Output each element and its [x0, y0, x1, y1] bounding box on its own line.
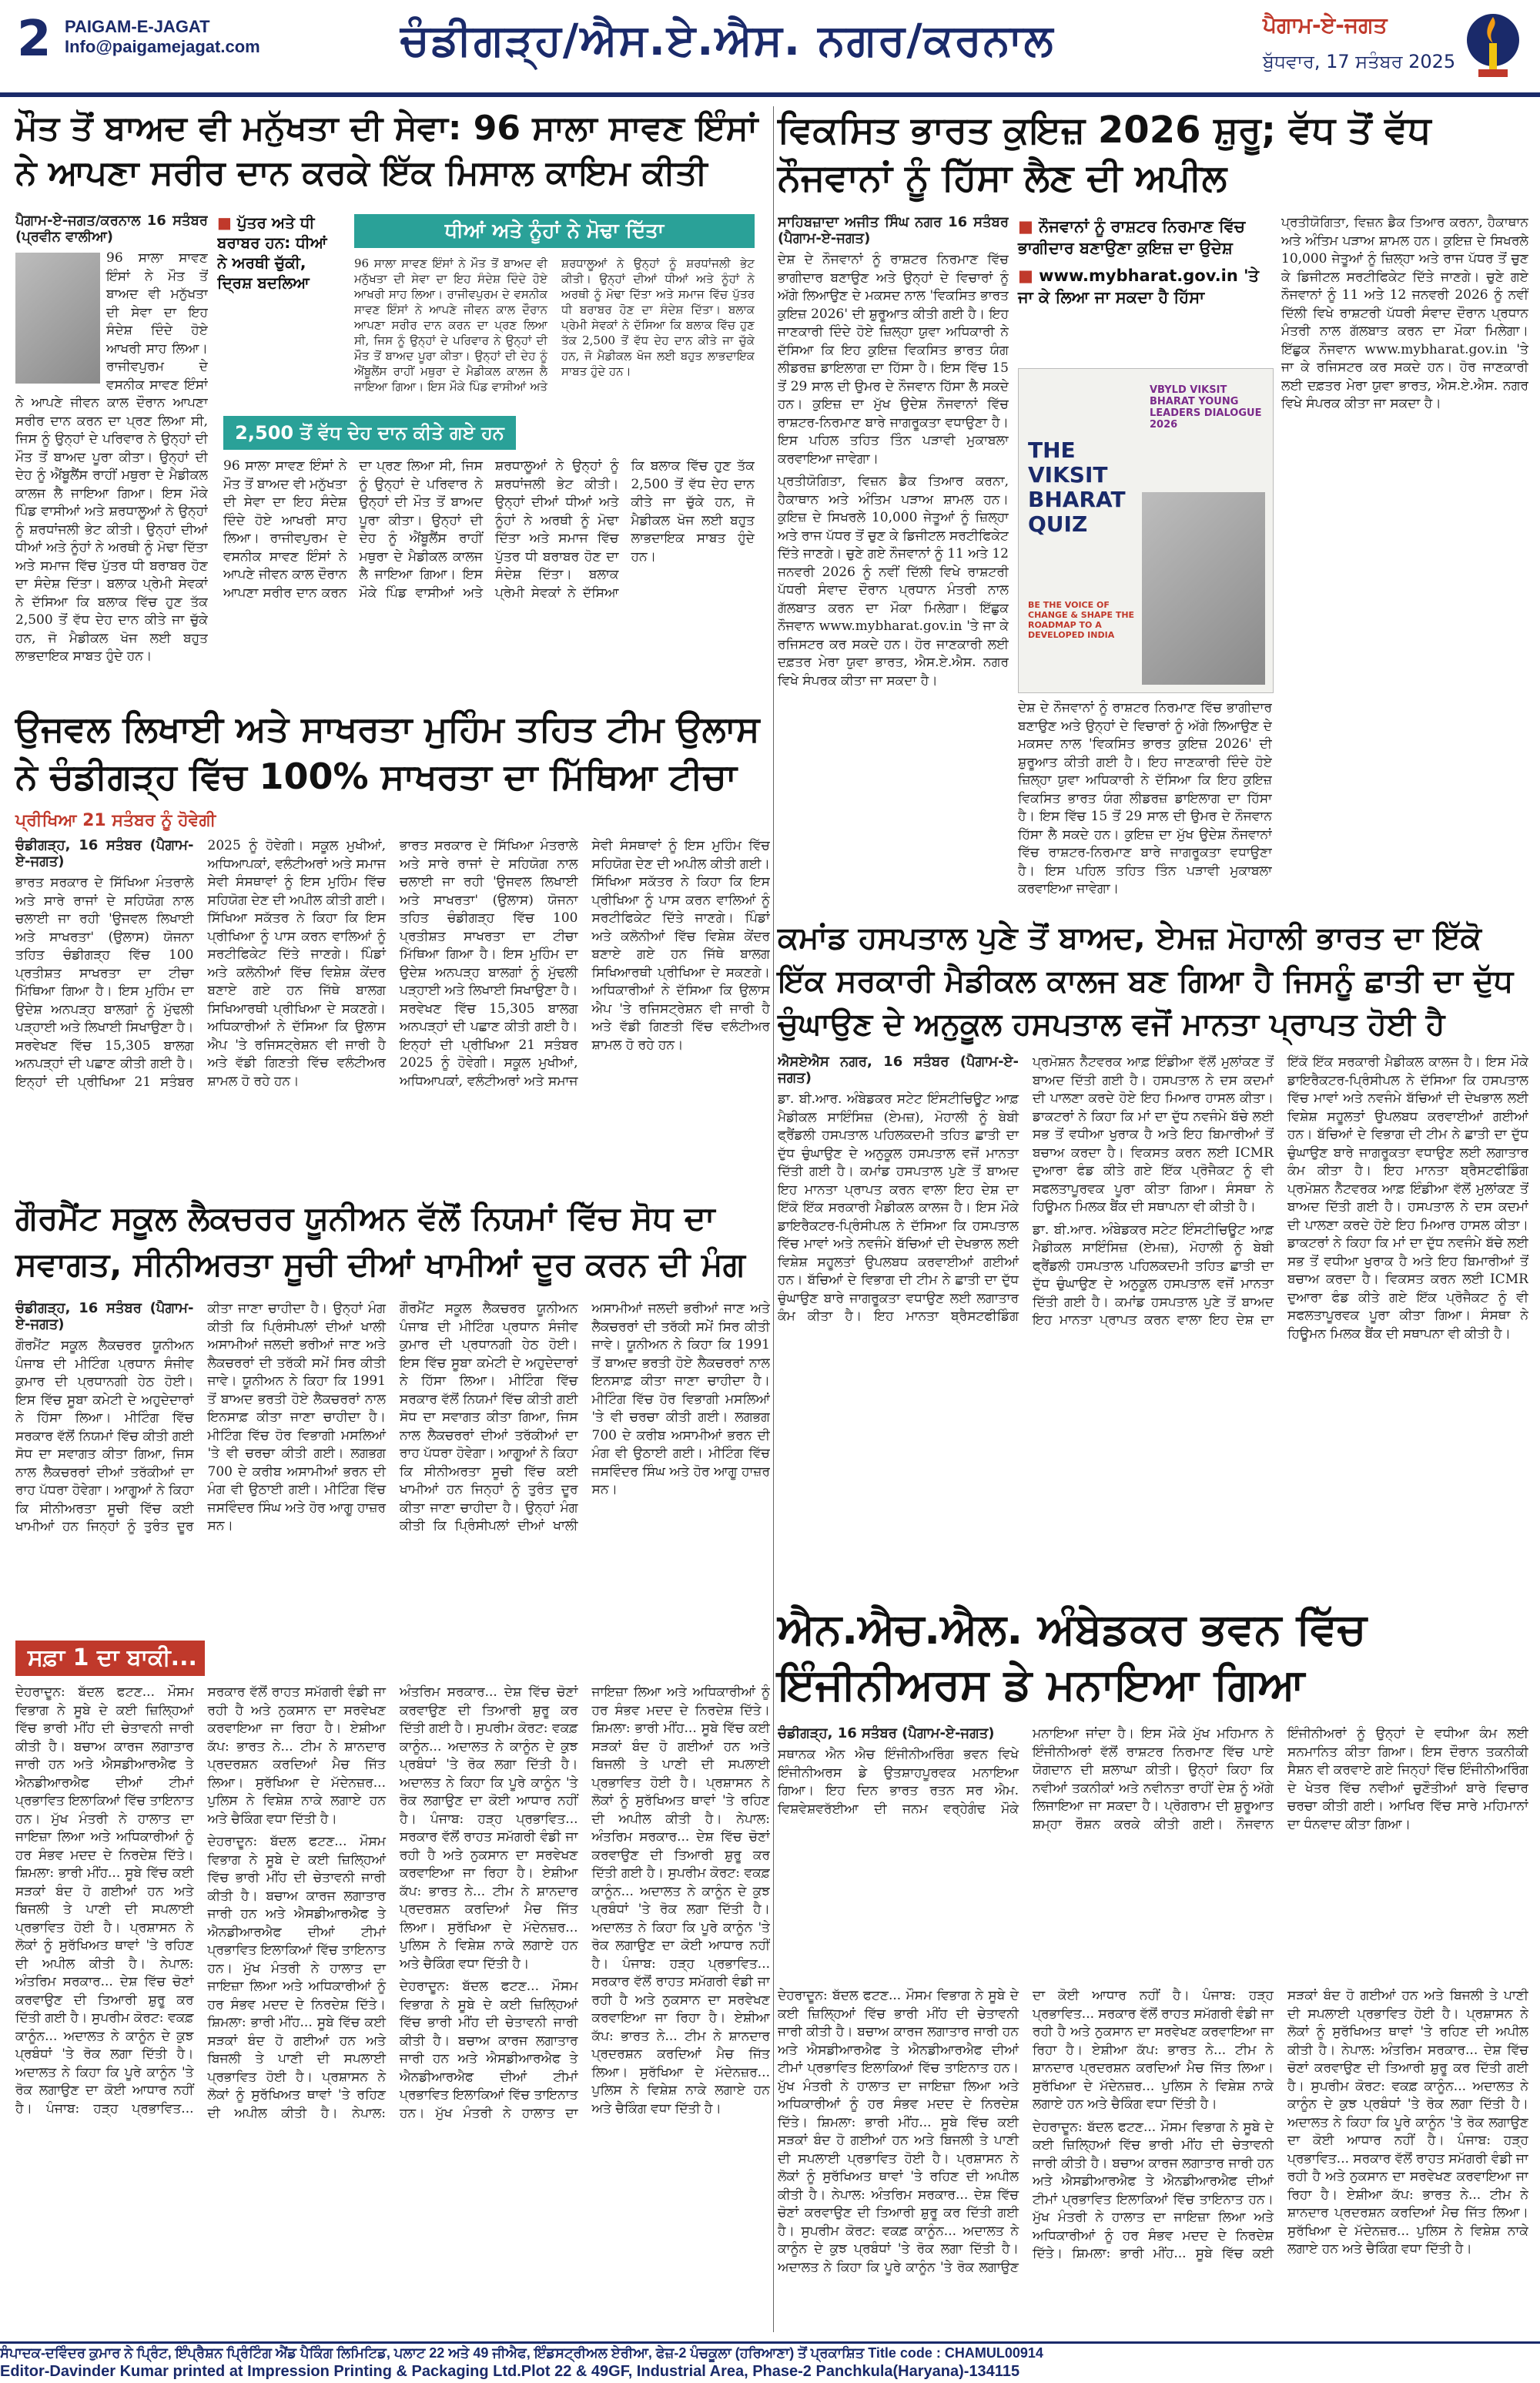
story-paragraph-3: 96 ਸਾਲਾ ਸਾਵਣ ਇੰਸਾਂ ਨੇ ਮੌਤ ਤੋਂ ਬਾਅਦ ਵੀ ਮਨੁੱਖਤਾ ਦੀ ਸੇਵਾ ਦਾ ਇਹ ਸੰਦੇਸ਼ ਦਿੰਦੇ ਹੋਏ ਆਖਰੀ ਸਾਹ ਲਿਆ। ਰਾਜੀਵਪੁਰਮ ਦੇ ਵਸਨੀਕ ਸਾਵਣ ਇੰਸਾਂ ਨੇ ਆਪਣੇ ਜੀਵਨ ਕਾਲ ਦੌਰਾਨ ਆਪਣਾ ਸਰੀਰ ਦਾਨ ਕਰਨ ਦਾ ਪ੍ਰਣ ਲਿਆ ਸੀ, ਜਿਸ ਨੂੰ ਉਨ੍ਹਾਂ ਦੇ ਪਰਿਵਾਰ ਨੇ ਉਨ੍ਹਾਂ ਦੀ ਮੌਤ ਤੋਂ ਬਾਅਦ ਪੂਰਾ ਕੀਤਾ। ਉਨ੍ਹਾਂ ਦੀ ਦੇਹ ਨੂੰ ਐਂਬੂਲੈਂਸ ਰਾਹੀਂ ਮਥੁਰਾ ਦੇ ਮੈਡੀਕਲ ਕਾਲਜ ਲੈ ਜਾਇਆ ਗਿਆ। ਇਸ ਮੌਕੇ ਪਿੰਡ ਵਾਸੀਆਂ ਅਤੇ ਸ਼ਰਧਾਲੂਆਂ ਨੇ ਉਨ੍ਹਾਂ ਨੂੰ ਸ਼ਰਧਾਂਜਲੀ ਭੇਟ ਕੀਤੀ। ਉਨ੍ਹਾਂ ਦੀਆਂ ਧੀਆਂ ਅਤੇ ਨੂੰਹਾਂ ਨੇ ਅਰਥੀ ਨੂੰ ਮੋਢਾ ਦਿੱਤਾ ਅਤੇ ਸਮਾਜ ਵਿੱਚ ਪੁੱਤਰ ਧੀ ਬਰਾਬਰ ਹੋਣ ਦਾ ਸੰਦੇਸ਼ ਦਿੱਤਾ। ਬਲਾਕ ਪ੍ਰੇਮੀ ਸੇਵਕਾਂ ਨੇ ਦੱਸਿਆ ਕਿ ਬਲਾਕ ਵਿੱਚ ਹੁਣ ਤੱਕ 2,500 ਤੋਂ ਵੱਧ ਦੇਹ ਦਾਨ ਕੀਤੇ ਜਾ ਚੁੱਕੇ ਹਨ, ਜੋ ਮੈਡੀਕਲ ਖੋਜ ਲਈ ਬਹੁਤ ਲਾਭਦਾਇਕ ਸਾਬਤ ਹੁੰਦੇ ਹਨ। [223, 458, 755, 601]
story-headline: ਮੌਤ ਤੋਂ ਬਾਅਦ ਵੀ ਮਨੁੱਖਤਾ ਦੀ ਸੇਵਾ: 96 ਸਾਲਾ ਸਾਵਣ ਇੰਸਾਂ ਨੇ ਆਪਣਾ ਸਰੀਰ ਦਾਨ ਕਰਕੇ ਇੱਕ ਮਿਸਾਲ ਕਾਇਮ ਕੀਤੀ [15, 109, 758, 193]
story-paragraph-right: ਪ੍ਰਤੀਯੋਗਿਤਾ, ਵਿਜ਼ਨ ਡੈਕ ਤਿਆਰ ਕਰਨਾ, ਹੈਕਾਥਾਨ ਅਤੇ ਅੰਤਿਮ ਪੜਾਅ ਸ਼ਾਮਲ ਹਨ। ਕੁਇਜ਼ ਦੇ ਸਿਖਰਲੇ 10,000 ਜੇਤੂਆਂ ਨੂੰ ਜ਼ਿਲ੍ਹਾ ਅਤੇ ਰਾਜ ਪੱਧਰ ਤੋਂ ਚੁਣ ਕੇ ਡਿਜੀਟਲ ਸਰਟੀਫਿਕੇਟ ਦਿੱਤੇ ਜਾਣਗੇ। ਚੁਣੇ ਗਏ ਨੌਜਵਾਨਾਂ ਨੂੰ 11 ਅਤੇ 12 ਜਨਵਰੀ 2026 ਨੂੰ ਨਵੀਂ ਦਿੱਲੀ ਵਿਖੇ ਰਾਸ਼ਟਰੀ ਪੱਧਰੀ ਸੰਵਾਦ ਦੌਰਾਨ ਪ੍ਰਧਾਨ ਮੰਤਰੀ ਨਾਲ ਗੱਲਬਾਤ ਕਰਨ ਦਾ ਮੌਕਾ ਮਿਲੇਗਾ। ਇੱਛੁਕ ਨੌਜਵਾਨ www.mybharat.gov.in 'ਤੇ ਜਾ ਕੇ ਰਜਿਸਟਰ ਕਰ ਸਕਦੇ ਹਨ। ਹੋਰ ਜਾਣਕਾਰੀ ਲਈ ਦਫ਼ਤਰ ਮੇਰਾ ਯੁਵਾ ਭਾਰਤ, ਐਸ.ਏ.ਐਸ. ਨਗਰ ਵਿਖੇ ਸੰਪਰਕ ਕੀਤਾ ਜਾ ਸਕਦਾ ਹੈ। [1281, 215, 1528, 411]
story-byline: ਚੰਡੀਗੜ੍ਹ, 16 ਸਤੰਬਰ (ਪੈਗਾਮ-ਏ-ਜਗਤ) [15, 837, 194, 870]
quiz-poster [1018, 368, 1274, 693]
bullet-item-2 [1018, 265, 1272, 308]
story-paragraph-2: 96 ਸਾਲਾ ਸਾਵਣ ਇੰਸਾਂ ਨੇ ਮੌਤ ਤੋਂ ਬਾਅਦ ਵੀ ਮਨੁੱਖਤਾ ਦੀ ਸੇਵਾ ਦਾ ਇਹ ਸੰਦੇਸ਼ ਦਿੰਦੇ ਹੋਏ ਆਖਰੀ ਸਾਹ ਲਿਆ। ਰਾਜੀਵਪੁਰਮ ਦੇ ਵਸਨੀਕ ਸਾਵਣ ਇੰਸਾਂ ਨੇ ਆਪਣੇ ਜੀਵਨ ਕਾਲ ਦੌਰਾਨ ਆਪਣਾ ਸਰੀਰ ਦਾਨ ਕਰਨ ਦਾ ਪ੍ਰਣ ਲਿਆ ਸੀ, ਜਿਸ ਨੂੰ ਉਨ੍ਹਾਂ ਦੇ ਪਰਿਵਾਰ ਨੇ ਉਨ੍ਹਾਂ ਦੀ ਮੌਤ ਤੋਂ ਬਾਅਦ ਪੂਰਾ ਕੀਤਾ। ਉਨ੍ਹਾਂ ਦੀ ਦੇਹ ਨੂੰ ਐਂਬੂਲੈਂਸ ਰਾਹੀਂ ਮਥੁਰਾ ਦੇ ਮੈਡੀਕਲ ਕਾਲਜ ਲੈ ਜਾਇਆ ਗਿਆ। ਇਸ ਮੌਕੇ ਪਿੰਡ ਵਾਸੀਆਂ ਅਤੇ ਸ਼ਰਧਾਲੂਆਂ ਨੇ ਉਨ੍ਹਾਂ ਨੂੰ ਸ਼ਰਧਾਂਜਲੀ ਭੇਟ ਕੀਤੀ। ਉਨ੍ਹਾਂ ਦੀਆਂ ਧੀਆਂ ਅਤੇ ਨੂੰਹਾਂ ਨੇ ਅਰਥੀ ਨੂੰ ਮੋਢਾ ਦਿੱਤਾ ਅਤੇ ਸਮਾਜ ਵਿੱਚ ਪੁੱਤਰ ਧੀ ਬਰਾਬਰ ਹੋਣ ਦਾ ਸੰਦੇਸ਼ ਦਿੱਤਾ। ਬਲਾਕ ਪ੍ਰੇਮੀ ਸੇਵਕਾਂ ਨੇ ਦੱਸਿਆ ਕਿ ਬਲਾਕ ਵਿੱਚ ਹੁਣ ਤੱਕ 2,500 ਤੋਂ ਵੱਧ ਦੇਹ ਦਾਨ ਕੀਤੇ ਜਾ ਚੁੱਕੇ ਹਨ, ਜੋ ਮੈਡੀਕਲ ਖੋਜ ਲਈ ਬਹੁਤ ਲਾਭਦਾਇਕ ਸਾਬਤ ਹੁੰਦੇ ਹਨ। [354, 256, 755, 394]
bullet-icon: ■ [217, 213, 237, 232]
story-paragraph-2: ਭਾਰਤ ਸਰਕਾਰ ਦੇ ਸਿੱਖਿਆ ਮੰਤਰਾਲੇ ਅਤੇ ਸਾਰੇ ਰਾਜਾਂ ਦੇ ਸਹਿਯੋਗ ਨਾਲ ਚਲਾਈ ਜਾ ਰਹੀ 'ਉਜਵਲ ਲਿਖਾਈ ਅਤੇ ਸਾਖਰਤਾ' (ਉਲਾਸ) ਯੋਜਨਾ ਤਹਿਤ ਚੰਡੀਗੜ੍ਹ ਵਿੱਚ 100 ਪ੍ਰਤੀਸ਼ਤ ਸਾਖਰਤਾ ਦਾ ਟੀਚਾ ਮਿੱਥਿਆ ਗਿਆ ਹੈ। ਇਸ ਮੁਹਿੰਮ ਦਾ ਉਦੇਸ਼ ਅਨਪੜ੍ਹ ਬਾਲਗਾਂ ਨੂੰ ਮੁੱਢਲੀ ਪੜ੍ਹਾਈ ਅਤੇ ਲਿਖਾਈ ਸਿਖਾਉਣਾ ਹੈ। ਸਰਵੇਖਣ ਵਿੱਚ 15,305 ਬਾਲਗ ਅਨਪੜ੍ਹਾਂ ਦੀ ਪਛਾਣ ਕੀਤੀ ਗਈ ਹੈ। ਇਨ੍ਹਾਂ ਦੀ ਪ੍ਰੀਖਿਆ 21 ਸਤੰਬਰ 2025 ਨੂੰ ਹੋਵੇਗੀ। ਸਕੂਲ ਮੁਖੀਆਂ, ਅਧਿਆਪਕਾਂ, ਵਲੰਟੀਅਰਾਂ ਅਤੇ ਸਮਾਜ ਸੇਵੀ ਸੰਸਥਾਵਾਂ ਨੂੰ ਇਸ ਮੁਹਿੰਮ ਵਿੱਚ ਸਹਿਯੋਗ ਦੇਣ ਦੀ ਅਪੀਲ ਕੀਤੀ ਗਈ। ਸਿੱਖਿਆ ਸਕੱਤਰ ਨੇ ਕਿਹਾ ਕਿ ਇਸ ਪ੍ਰੀਖਿਆ ਨੂੰ ਪਾਸ ਕਰਨ ਵਾਲਿਆਂ ਨੂੰ ਸਰਟੀਫਿਕੇਟ ਦਿੱਤੇ ਜਾਣਗੇ। ਪਿੰਡਾਂ ਅਤੇ ਕਲੋਨੀਆਂ ਵਿੱਚ ਵਿਸ਼ੇਸ਼ ਕੇਂਦਰ ਬਣਾਏ ਗਏ ਹਨ ਜਿੱਥੇ ਬਾਲਗ ਸਿਖਿਆਰਥੀ ਪ੍ਰੀਖਿਆ ਦੇ ਸਕਣਗੇ। ਅਧਿਕਾਰੀਆਂ ਨੇ ਦੱਸਿਆ ਕਿ ਉਲਾਸ ਐਪ 'ਤੇ ਰਜਿਸਟ੍ਰੇਸ਼ਨ ਵੀ ਜਾਰੀ ਹੈ ਅਤੇ ਵੱਡੀ ਗਿਣਤੀ ਵਿੱਚ ਵਲੰਟੀਅਰ ਸ਼ਾਮਲ ਹੋ ਰਹੇ ਹਨ। [400, 838, 770, 1089]
story-paragraph-2: ਡਾ. ਬੀ.ਆਰ. ਅੰਬੇਡਕਰ ਸਟੇਟ ਇੰਸਟੀਚਿਊਟ ਆਫ਼ ਮੈਡੀਕਲ ਸਾਇੰਸਿਜ਼ (ਏਮਜ਼), ਮੋਹਾਲੀ ਨੂੰ ਬੇਬੀ ਫ੍ਰੈਂਡਲੀ ਹਸਪਤਾਲ ਪਹਿਲਕਦਮੀ ਤਹਿਤ ਛਾਤੀ ਦਾ ਦੁੱਧ ਚੁੰਘਾਉਣ ਦੇ ਅਨੁਕੂਲ ਹਸਪਤਾਲ ਵਜੋਂ ਮਾਨਤਾ ਦਿੱਤੀ ਗਈ ਹੈ। ਕਮਾਂਡ ਹਸਪਤਾਲ ਪੁਣੇ ਤੋਂ ਬਾਅਦ ਇਹ ਮਾਨਤਾ ਪ੍ਰਾਪਤ ਕਰਨ ਵਾਲਾ ਇਹ ਦੇਸ਼ ਦਾ ਇੱਕੋ ਇੱਕ ਸਰਕਾਰੀ ਮੈਡੀਕਲ ਕਾਲਜ ਹੈ। ਇਸ ਮੌਕੇ ਡਾਇਰੈਕਟਰ-ਪ੍ਰਿੰਸੀਪਲ ਨੇ ਦੱਸਿਆ ਕਿ ਹਸਪਤਾਲ ਵਿੱਚ ਮਾਵਾਂ ਅਤੇ ਨਵਜੰਮੇ ਬੱਚਿਆਂ ਦੀ ਦੇਖਭਾਲ ਲਈ ਵਿਸ਼ੇਸ਼ ਸਹੂਲਤਾਂ ਉਪਲਬਧ ਕਰਵਾਈਆਂ ਗਈਆਂ ਹਨ। ਬੱਚਿਆਂ ਦੇ ਵਿਭਾਗ ਦੀ ਟੀਮ ਨੇ ਛਾਤੀ ਦਾ ਦੁੱਧ ਚੁੰਘਾਉਣ ਬਾਰੇ ਜਾਗਰੂਕਤਾ ਵਧਾਉਣ ਲਈ ਲਗਾਤਾਰ ਕੰਮ ਕੀਤਾ ਹੈ। ਇਹ ਮਾਨਤਾ ਬ੍ਰੈਸਟਫੀਡਿੰਗ ਪ੍ਰਮੋਸ਼ਨ ਨੈੱਟਵਰਕ ਆਫ਼ ਇੰਡੀਆ ਵੱਲੋਂ ਮੁਲਾਂਕਣ ਤੋਂ ਬਾਅਦ ਦਿੱਤੀ ਗਈ ਹੈ। ਹਸਪਤਾਲ ਨੇ ਦਸ ਕਦਮਾਂ ਦੀ ਪਾਲਣਾ ਕਰਦੇ ਹੋਏ ਇਹ ਮਿਆਰ ਹਾਸਲ ਕੀਤਾ। ਡਾਕਟਰਾਂ ਨੇ ਕਿਹਾ ਕਿ ਮਾਂ ਦਾ ਦੁੱਧ ਨਵਜੰਮੇ ਬੱਚੇ ਲਈ ਸਭ ਤੋਂ ਵਧੀਆ ਖੁਰਾਕ ਹੈ ਅਤੇ ਇਹ ਬਿਮਾਰੀਆਂ ਤੋਂ ਬਚਾਅ ਕਰਦਾ ਹੈ। ਵਿਕਸਤ ਕਰਨ ਲਈ ICMR ਦੁਆਰਾ ਫੰਡ ਕੀਤੇ ਗਏ ਇੱਕ ਪ੍ਰੋਜੈਕਟ ਨੂੰ ਵੀ ਸਫਲਤਾਪੂਰਵਕ ਪੂਰਾ ਕੀਤਾ ਗਿਆ। ਸੰਸਥਾ ਨੇ ਹਿਊਮਨ ਮਿਲਕ ਬੈਂਕ ਦੀ ਸਥਾਪਨਾ ਵੀ ਕੀਤੀ ਹੈ। [1033, 1054, 1528, 1342]
masthead: ਪੈਗਾਮ-ਏ-ਜਗਤ [1263, 12, 1388, 38]
story-text-col3 [223, 457, 755, 689]
story-paragraph: ਡਾ. ਬੀ.ਆਰ. ਅੰਬੇਡਕਰ ਸਟੇਟ ਇੰਸਟੀਚਿਊਟ ਆਫ਼ ਮੈਡੀਕਲ ਸਾਇੰਸਿਜ਼ (ਏਮਜ਼), ਮੋਹਾਲੀ ਨੂੰ ਬੇਬੀ ਫ੍ਰੈਂਡਲੀ ਹਸਪਤਾਲ ਪਹਿਲਕਦਮੀ ਤਹਿਤ ਛਾਤੀ ਦਾ ਦੁੱਧ ਚੁੰਘਾਉਣ ਦੇ ਅਨੁਕੂਲ ਹਸਪਤਾਲ ਵਜੋਂ ਮਾਨਤਾ ਦਿੱਤੀ ਗਈ ਹੈ। ਕਮਾਂਡ ਹਸਪਤਾਲ ਪੁਣੇ ਤੋਂ ਬਾਅਦ ਇਹ ਮਾਨਤਾ ਪ੍ਰਾਪਤ ਕਰਨ ਵਾਲਾ ਇਹ ਦੇਸ਼ ਦਾ ਇੱਕੋ ਇੱਕ ਸਰਕਾਰੀ ਮੈਡੀਕਲ ਕਾਲਜ ਹੈ। ਇਸ ਮੌਕੇ ਡਾਇਰੈਕਟਰ-ਪ੍ਰਿੰਸੀਪਲ ਨੇ ਦੱਸਿਆ ਕਿ ਹਸਪਤਾਲ ਵਿੱਚ ਮਾਵਾਂ ਅਤੇ ਨਵਜੰਮੇ ਬੱਚਿਆਂ ਦੀ ਦੇਖਭਾਲ ਲਈ ਵਿਸ਼ੇਸ਼ ਸਹੂਲਤਾਂ ਉਪਲਬਧ ਕਰਵਾਈਆਂ ਗਈਆਂ ਹਨ। ਬੱਚਿਆਂ ਦੇ ਵਿਭਾਗ ਦੀ ਟੀਮ ਨੇ ਛਾਤੀ ਦਾ ਦੁੱਧ ਚੁੰਘਾਉਣ ਬਾਰੇ ਜਾਗਰੂਕਤਾ ਵਧਾਉਣ ਲਈ ਲਗਾਤਾਰ ਕੰਮ ਕੀਤਾ ਹੈ। ਇਹ ਮਾਨਤਾ ਬ੍ਰੈਸਟਫੀਡਿੰਗ ਪ੍ਰਮੋਸ਼ਨ ਨੈੱਟਵਰਕ ਆਫ਼ ਇੰਡੀਆ ਵੱਲੋਂ ਮੁਲਾਂਕਣ ਤੋਂ ਬਾਅਦ ਦਿੱਤੀ ਗਈ ਹੈ। ਹਸਪਤਾਲ ਨੇ ਦਸ ਕਦਮਾਂ ਦੀ ਪਾਲਣਾ ਕਰਦੇ ਹੋਏ ਇਹ ਮਿਆਰ ਹਾਸਲ ਕੀਤਾ। ਡਾਕਟਰਾਂ ਨੇ ਕਿਹਾ ਕਿ ਮਾਂ ਦਾ ਦੁੱਧ ਨਵਜੰਮੇ ਬੱਚੇ ਲਈ ਸਭ ਤੋਂ ਵਧੀਆ ਖੁਰਾਕ ਹੈ ਅਤੇ ਇਹ ਬਿਮਾਰੀਆਂ ਤੋਂ ਬਚਾਅ ਕਰਦਾ ਹੈ। ਵਿਕਸਤ ਕਰਨ ਲਈ ICMR ਦੁਆਰਾ ਫੰਡ ਕੀਤੇ ਗਏ ਇੱਕ ਪ੍ਰੋਜੈਕਟ ਨੂੰ ਵੀ ਸਫਲਤਾਪੂਰਵਕ ਪੂਰਾ ਕੀਤਾ ਗਿਆ। ਸੰਸਥਾ ਨੇ ਹਿਊਮਨ ਮਿਲਕ ਬੈਂਕ ਦੀ ਸਥਾਪਨਾ ਵੀ ਕੀਤੀ ਹੈ। [778, 1054, 1274, 1324]
story-paragraph: 96 ਸਾਲਾ ਸਾਵਣ ਇੰਸਾਂ ਨੇ ਮੌਤ ਤੋਂ ਬਾਅਦ ਵੀ ਮਨੁੱਖਤਾ ਦੀ ਸੇਵਾ ਦਾ ਇਹ ਸੰਦੇਸ਼ ਦਿੰਦੇ ਹੋਏ ਆਖਰੀ ਸਾਹ ਲਿਆ। ਰਾਜੀਵਪੁਰਮ ਦੇ ਵਸਨੀਕ ਸਾਵਣ ਇੰਸਾਂ ਨੇ ਆਪਣੇ ਜੀਵਨ ਕਾਲ ਦੌਰਾਨ ਆਪਣਾ ਸਰੀਰ ਦਾਨ ਕਰਨ ਦਾ ਪ੍ਰਣ ਲਿਆ ਸੀ, ਜਿਸ ਨੂੰ ਉਨ੍ਹਾਂ ਦੇ ਪਰਿਵਾਰ ਨੇ ਉਨ੍ਹਾਂ ਦੀ ਮੌਤ ਤੋਂ ਬਾਅਦ ਪੂਰਾ ਕੀਤਾ। ਉਨ੍ਹਾਂ ਦੀ ਦੇਹ ਨੂੰ ਐਂਬੂਲੈਂਸ ਰਾਹੀਂ ਮਥੁਰਾ ਦੇ ਮੈਡੀਕਲ ਕਾਲਜ ਲੈ ਜਾਇਆ ਗਿਆ। ਇਸ ਮੌਕੇ ਪਿੰਡ ਵਾਸੀਆਂ ਅਤੇ ਸ਼ਰਧਾਲੂਆਂ ਨੇ ਉਨ੍ਹਾਂ ਨੂੰ ਸ਼ਰਧਾਂਜਲੀ ਭੇਟ ਕੀਤੀ। ਉਨ੍ਹਾਂ ਦੀਆਂ ਧੀਆਂ ਅਤੇ ਨੂੰਹਾਂ ਨੇ ਅਰਥੀ ਨੂੰ ਮੋਢਾ ਦਿੱਤਾ ਅਤੇ ਸਮਾਜ ਵਿੱਚ ਪੁੱਤਰ ਧੀ ਬਰਾਬਰ ਹੋਣ ਦਾ ਸੰਦੇਸ਼ ਦਿੱਤਾ। ਬਲਾਕ ਪ੍ਰੇਮੀ ਸੇਵਕਾਂ ਨੇ ਦੱਸਿਆ ਕਿ ਬਲਾਕ ਵਿੱਚ ਹੁਣ ਤੱਕ 2,500 ਤੋਂ ਵੱਧ ਦੇਹ ਦਾਨ ਕੀਤੇ ਜਾ ਚੁੱਕੇ ਹਨ, ਜੋ ਮੈਡੀਕਲ ਖੋਜ ਲਈ ਬਹੁਤ ਲਾਭਦਾਇਕ ਸਾਬਤ ਹੁੰਦੇ ਹਨ। [15, 250, 208, 664]
story-paragraph-cont: ਪ੍ਰਤੀਯੋਗਿਤਾ, ਵਿਜ਼ਨ ਡੈਕ ਤਿਆਰ ਕਰਨਾ, ਹੈਕਾਥਾਨ ਅਤੇ ਅੰਤਿਮ ਪੜਾਅ ਸ਼ਾਮਲ ਹਨ। ਕੁਇਜ਼ ਦੇ ਸਿਖਰਲੇ 10,000 ਜੇਤੂਆਂ ਨੂੰ ਜ਼ਿਲ੍ਹਾ ਅਤੇ ਰਾਜ ਪੱਧਰ ਤੋਂ ਚੁਣ ਕੇ ਡਿਜੀਟਲ ਸਰਟੀਫਿਕੇਟ ਦਿੱਤੇ ਜਾਣਗੇ। ਚੁਣੇ ਗਏ ਨੌਜਵਾਨਾਂ ਨੂੰ 11 ਅਤੇ 12 ਜਨਵਰੀ 2026 ਨੂੰ ਨਵੀਂ ਦਿੱਲੀ ਵਿਖੇ ਰਾਸ਼ਟਰੀ ਪੱਧਰੀ ਸੰਵਾਦ ਦੌਰਾਨ ਪ੍ਰਧਾਨ ਮੰਤਰੀ ਨਾਲ ਗੱਲਬਾਤ ਕਰਨ ਦਾ ਮੌਕਾ ਮਿਲੇਗਾ। ਇੱਛੁਕ ਨੌਜਵਾਨ www.mybharat.gov.in 'ਤੇ ਜਾ ਕੇ ਰਜਿਸਟਰ ਕਰ ਸਕਦੇ ਹਨ। ਹੋਰ ਜਾਣਕਾਰੀ ਲਈ ਦਫ਼ਤਰ ਮੇਰਾ ਯੁਵਾ ਭਾਰਤ, ਐਸ.ਏ.ਐਸ. ਨਗਰ ਵਿਖੇ ਸੰਪਰਕ ਕੀਤਾ ਜਾ ਸਕਦਾ ਹੈ। [778, 474, 1009, 689]
torch-logo-icon [1463, 9, 1523, 83]
brand-email[interactable]: Info@paigamejagat.com [65, 37, 260, 56]
poster-logo: VBYLD VIKSIT BHARAT YOUNG LEADERS DIALOGUE 2026 [1150, 384, 1262, 431]
column-divider [773, 106, 774, 2332]
poster-title: THE VIKSIT BHARAT QUIZ [1028, 437, 1126, 537]
page-footer [0, 2341, 1540, 2383]
bullet-text-2: www.mybharat.gov.in 'ਤੇ ਜਾ ਕੇ ਲਿਆ ਜਾ ਸਕਦਾ ਹੈ ਹਿੱਸਾ [1018, 266, 1260, 307]
bullet-item-1 [1018, 216, 1272, 259]
story-byline: ਚੰਡੀਗੜ੍ਹ, 16 ਸਤੰਬਰ (ਪੈਗਾਮ-ਏ-ਜਗਤ) [15, 1300, 194, 1332]
banner-daughters: ਧੀਆਂ ਅਤੇ ਨੂੰਹਾਂ ਨੇ ਮੋਢਾ ਦਿੱਤਾ [354, 214, 755, 248]
story-headline: ਗੌਰਮੈਂਟ ਸਕੂਲ ਲੈਕਚਰਰ ਯੂਨੀਅਨ ਵੱਲੋਂ ਨਿਯਮਾਂ ਵਿੱਚ ਸੋਧ ਦਾ ਸਵਾਗਤ, ਸੀਨੀਅਰਤਾ ਸੂਚੀ ਦੀਆਂ ਖਾਮੀਆਂ ਦੂਰ ਕਰਨ ਦੀ ਮੰਗ [15, 1199, 745, 1283]
footer-line-2: Editor-Davinder Kumar printed at Impression Printing & Packaging Ltd.Plot 22 & 49GF, Industrial Area, Phase-2 Panchkula(Haryana)-134115 [0, 2363, 1020, 2380]
story-headline: ਵਿਕਸਿਤ ਭਾਰਤ ਕੁਇਜ਼ 2026 ਸ਼ੁਰੂ; ਵੱਧ ਤੋਂ ਵੱਧ ਨੌਜਵਾਨਾਂ ਨੂੰ ਹਿੱਸਾ ਲੈਣ ਦੀ ਅਪੀਲ [778, 109, 1431, 199]
bullet-icon: ■ [1018, 217, 1040, 236]
continued-text-right [778, 1987, 1528, 2331]
brand-name: PAIGAM-E-JAGAT [65, 17, 210, 36]
story-text-left [778, 214, 1009, 907]
continued-paragraph-2: ਦੇਹਰਾਦੂਨ: ਬੱਦਲ ਫਟਣ... ਮੌਸਮ ਵਿਭਾਗ ਨੇ ਸੂਬੇ ਦੇ ਕਈ ਜ਼ਿਲ੍ਹਿਆਂ ਵਿੱਚ ਭਾਰੀ ਮੀਂਹ ਦੀ ਚੇਤਾਵਨੀ ਜਾਰੀ ਕੀਤੀ ਹੈ। ਬਚਾਅ ਕਾਰਜ ਲਗਾਤਾਰ ਜਾਰੀ ਹਨ ਅਤੇ ਐਸਡੀਆਰਐਫ ਤੇ ਐਨਡੀਆਰਐਫ ਦੀਆਂ ਟੀਮਾਂ ਪ੍ਰਭਾਵਿਤ ਇਲਾਕਿਆਂ ਵਿੱਚ ਤਾਇਨਾਤ ਹਨ। ਮੁੱਖ ਮੰਤਰੀ ਨੇ ਹਾਲਾਤ ਦਾ ਜਾਇਜ਼ਾ ਲਿਆ ਅਤੇ ਅਧਿਕਾਰੀਆਂ ਨੂੰ ਹਰ ਸੰਭਵ ਮਦਦ ਦੇ ਨਿਰਦੇਸ਼ ਦਿੱਤੇ। ਸ਼ਿਮਲਾ: ਭਾਰੀ ਮੀਂਹ... ਸੂਬੇ ਵਿੱਚ ਕਈ ਸੜਕਾਂ ਬੰਦ ਹੋ ਗਈਆਂ ਹਨ ਅਤੇ ਬਿਜਲੀ ਤੇ ਪਾਣੀ ਦੀ ਸਪਲਾਈ ਪ੍ਰਭਾਵਿਤ ਹੋਈ ਹੈ। ਪ੍ਰਸ਼ਾਸਨ ਨੇ ਲੋਕਾਂ ਨੂੰ ਸੁਰੱਖਿਅਤ ਥਾਵਾਂ 'ਤੇ ਰਹਿਣ ਦੀ ਅਪੀਲ ਕੀਤੀ ਹੈ। ਨੇਪਾਲ: ਅੰਤਰਿਮ ਸਰਕਾਰ... ਦੇਸ਼ ਵਿੱਚ ਚੋਣਾਂ ਕਰਵਾਉਣ ਦੀ ਤਿਆਰੀ ਸ਼ੁਰੂ ਕਰ ਦਿੱਤੀ ਗਈ ਹੈ। ਸੁਪਰੀਮ ਕੋਰਟ: ਵਕਫ਼ ਕਾਨੂੰਨ... ਅਦਾਲਤ ਨੇ ਕਾਨੂੰਨ ਦੇ ਕੁਝ ਪ੍ਰਬੰਧਾਂ 'ਤੇ ਰੋਕ ਲਗਾ ਦਿੱਤੀ ਹੈ। ਅਦਾਲਤ ਨੇ ਕਿਹਾ ਕਿ ਪੂਰੇ ਕਾਨੂੰਨ 'ਤੇ ਰੋਕ ਲਗਾਉਣ ਦਾ ਕੋਈ ਆਧਾਰ ਨਹੀਂ ਹੈ। ਪੰਜਾਬ: ਹੜ੍ਹ ਪ੍ਰਭਾਵਿਤ... ਸਰਕਾਰ ਵੱਲੋਂ ਰਾਹਤ ਸਮੱਗਰੀ ਵੰਡੀ ਜਾ ਰਹੀ ਹੈ ਅਤੇ ਨੁਕਸਾਨ ਦਾ ਸਰਵੇਖਣ ਕਰਵਾਇਆ ਜਾ ਰਿਹਾ ਹੈ। ਏਸ਼ੀਆ ਕੱਪ: ਭਾਰਤ ਨੇ... ਟੀਮ ਨੇ ਸ਼ਾਨਦਾਰ ਪ੍ਰਦਰਸ਼ਨ ਕਰਦਿਆਂ ਮੈਚ ਜਿੱਤ ਲਿਆ। ਸੁਰੱਖਿਆ ਦੇ ਮੱਦੇਨਜ਼ਰ... ਪੁਲਿਸ ਨੇ ਵਿਸ਼ੇਸ਼ ਨਾਕੇ ਲਗਾਏ ਹਨ ਅਤੇ ਚੈਕਿੰਗ ਵਧਾ ਦਿੱਤੀ ਹੈ। [207, 1684, 578, 2121]
continued-paragraph-1: ਦੇਹਰਾਦੂਨ: ਬੱਦਲ ਫਟਣ... ਮੌਸਮ ਵਿਭਾਗ ਨੇ ਸੂਬੇ ਦੇ ਕਈ ਜ਼ਿਲ੍ਹਿਆਂ ਵਿੱਚ ਭਾਰੀ ਮੀਂਹ ਦੀ ਚੇਤਾਵਨੀ ਜਾਰੀ ਕੀਤੀ ਹੈ। ਬਚਾਅ ਕਾਰਜ ਲਗਾਤਾਰ ਜਾਰੀ ਹਨ ਅਤੇ ਐਸਡੀਆਰਐਫ ਤੇ ਐਨਡੀਆਰਐਫ ਦੀਆਂ ਟੀਮਾਂ ਪ੍ਰਭਾਵਿਤ ਇਲਾਕਿਆਂ ਵਿੱਚ ਤਾਇਨਾਤ ਹਨ। ਮੁੱਖ ਮੰਤਰੀ ਨੇ ਹਾਲਾਤ ਦਾ ਜਾਇਜ਼ਾ ਲਿਆ ਅਤੇ ਅਧਿਕਾਰੀਆਂ ਨੂੰ ਹਰ ਸੰਭਵ ਮਦਦ ਦੇ ਨਿਰਦੇਸ਼ ਦਿੱਤੇ। ਸ਼ਿਮਲਾ: ਭਾਰੀ ਮੀਂਹ... ਸੂਬੇ ਵਿੱਚ ਕਈ ਸੜਕਾਂ ਬੰਦ ਹੋ ਗਈਆਂ ਹਨ ਅਤੇ ਬਿਜਲੀ ਤੇ ਪਾਣੀ ਦੀ ਸਪਲਾਈ ਪ੍ਰਭਾਵਿਤ ਹੋਈ ਹੈ। ਪ੍ਰਸ਼ਾਸਨ ਨੇ ਲੋਕਾਂ ਨੂੰ ਸੁਰੱਖਿਅਤ ਥਾਵਾਂ 'ਤੇ ਰਹਿਣ ਦੀ ਅਪੀਲ ਕੀਤੀ ਹੈ। ਨੇਪਾਲ: ਅੰਤਰਿਮ ਸਰਕਾਰ... ਦੇਸ਼ ਵਿੱਚ ਚੋਣਾਂ ਕਰਵਾਉਣ ਦੀ ਤਿਆਰੀ ਸ਼ੁਰੂ ਕਰ ਦਿੱਤੀ ਗਈ ਹੈ। ਸੁਪਰੀਮ ਕੋਰਟ: ਵਕਫ਼ ਕਾਨੂੰਨ... ਅਦਾਲਤ ਨੇ ਕਾਨੂੰਨ ਦੇ ਕੁਝ ਪ੍ਰਬੰਧਾਂ 'ਤੇ ਰੋਕ ਲਗਾ ਦਿੱਤੀ ਹੈ। ਅਦਾਲਤ ਨੇ ਕਿਹਾ ਕਿ ਪੂਰੇ ਕਾਨੂੰਨ 'ਤੇ ਰੋਕ ਲਗਾਉਣ ਦਾ ਕੋਈ ਆਧਾਰ ਨਹੀਂ ਹੈ। ਪੰਜਾਬ: ਹੜ੍ਹ ਪ੍ਰਭਾਵਿਤ... ਸਰਕਾਰ ਵੱਲੋਂ ਰਾਹਤ ਸਮੱਗਰੀ ਵੰਡੀ ਜਾ ਰਹੀ ਹੈ ਅਤੇ ਨੁਕਸਾਨ ਦਾ ਸਰਵੇਖਣ ਕਰਵਾਇਆ ਜਾ ਰਿਹਾ ਹੈ। ਏਸ਼ੀਆ ਕੱਪ: ਭਾਰਤ ਨੇ... ਟੀਮ ਨੇ ਸ਼ਾਨਦਾਰ ਪ੍ਰਦਰਸ਼ਨ ਕਰਦਿਆਂ ਮੈਚ ਜਿੱਤ ਲਿਆ। ਸੁਰੱਖਿਆ ਦੇ ਮੱਦੇਨਜ਼ਰ... ਪੁਲਿਸ ਨੇ ਵਿਸ਼ੇਸ਼ ਨਾਕੇ ਲਗਾਏ ਹਨ ਅਤੇ ਚੈਕਿੰਗ ਵਧਾ ਦਿੱਤੀ ਹੈ। [15, 1684, 386, 2117]
story-text [15, 213, 208, 690]
story-text-col2 [354, 256, 755, 410]
story-headline: ਕਮਾਂਡ ਹਸਪਤਾਲ ਪੁਣੇ ਤੋਂ ਬਾਅਦ, ਏਮਜ਼ ਮੋਹਾਲੀ ਭਾਰਤ ਦਾ ਇੱਕੋ ਇੱਕ ਸਰਕਾਰੀ ਮੈਡੀਕਲ ਕਾਲਜ ਬਣ ਗਿਆ ਹੈ ਜਿਸਨੂੰ ਛਾਤੀ ਦਾ ਦੁੱਧ ਚੁੰਘਾਉਣ ਦੇ ਅਨੁਕੂਲ ਹਸਪਤਾਲ ਵਜੋਂ ਮਾਨਤਾ ਪ੍ਰਾਪਤ ਹੋਈ ਹੈ [778, 920, 1514, 1042]
story-viksit-quiz [778, 106, 1528, 907]
dateline: ਬੁੱਧਵਾਰ, 17 ਸਤੰਬਰ 2025 [1263, 51, 1456, 72]
story-paragraph-mid: ਦੇਸ਼ ਦੇ ਨੌਜਵਾਨਾਂ ਨੂੰ ਰਾਸ਼ਟਰ ਨਿਰਮਾਣ ਵਿੱਚ ਭਾਗੀਦਾਰ ਬਣਾਉਣ ਅਤੇ ਉਨ੍ਹਾਂ ਦੇ ਵਿਚਾਰਾਂ ਨੂੰ ਅੱਗੇ ਲਿਆਉਣ ਦੇ ਮਕਸਦ ਨਾਲ 'ਵਿਕਸਿਤ ਭਾਰਤ ਕੁਇਜ਼ 2026' ਦੀ ਸ਼ੁਰੂਆਤ ਕੀਤੀ ਗਈ ਹੈ। ਇਹ ਜਾਣਕਾਰੀ ਦਿੰਦੇ ਹੋਏ ਜ਼ਿਲ੍ਹਾ ਯੁਵਾ ਅਧਿਕਾਰੀ ਨੇ ਦੱਸਿਆ ਕਿ ਇਹ ਕੁਇਜ਼ ਵਿਕਸਿਤ ਭਾਰਤ ਯੰਗ ਲੀਡਰਜ਼ ਡਾਇਲਾਗ ਦਾ ਹਿੱਸਾ ਹੈ। ਇਸ ਵਿੱਚ 15 ਤੋਂ 29 ਸਾਲ ਦੀ ਉਮਰ ਦੇ ਨੌਜਵਾਨ ਹਿੱਸਾ ਲੈ ਸਕਦੇ ਹਨ। ਕੁਇਜ਼ ਦਾ ਮੁੱਖ ਉਦੇਸ਼ ਨੌਜਵਾਨਾਂ ਵਿੱਚ ਰਾਸ਼ਟਰ-ਨਿਰਮਾਣ ਬਾਰੇ ਜਾਗਰੂਕਤਾ ਵਧਾਉਣਾ ਹੈ। ਇਸ ਪਹਿਲ ਤਹਿਤ ਤਿੰਨ ਪੜਾਵੀ ਮੁਕਾਬਲਾ ਕਰਵਾਇਆ ਜਾਵੇਗਾ। [1018, 700, 1272, 897]
story-byline: ਚੰਡੀਗੜ੍ਹ, 16 ਸਤੰਬਰ (ਪੈਗਾਮ-ਏ-ਜਗਤ) [778, 1725, 995, 1741]
story-body-donation [15, 106, 770, 699]
bullet-text-1: ਨੌਜਵਾਨਾਂ ਨੂੰ ਰਾਸ਼ਟਰ ਨਿਰਮਾਣ ਵਿੱਚ ਭਾਗੀਦਾਰ ਬਣਾਉਣਾ ਕੁਇਜ਼ ਦਾ ਉਦੇਸ਼ [1018, 217, 1246, 257]
story-text [778, 1054, 1528, 1585]
story-subhead: ਪ੍ਰੀਖਿਆ 21 ਸਤੰਬਰ ਨੂੰ ਹੋਵੇਗੀ [15, 811, 216, 830]
continued-label: ਸਫ਼ਾ 1 ਦਾ ਬਾਕੀ... [15, 1641, 205, 1676]
story-text [15, 837, 770, 1181]
brand-block [65, 17, 260, 57]
portrait-photo [15, 253, 100, 384]
story-text [15, 1300, 770, 1631]
story-headline: ਐਨ.ਐਚ.ਐਲ. ਅੰਬੇਡਕਰ ਭਵਨ ਵਿੱਚ ਇੰਜੀਨੀਅਰਸ ਡੇ ਮਨਾਇਆ ਗਿਆ [778, 1604, 1367, 1710]
story-text-right [1281, 214, 1528, 907]
story-lecturer-union [15, 1195, 770, 1634]
footer-line-1: ਸੰਪਾਦਕ-ਦਵਿੰਦਰ ਕੁਮਾਰ ਨੇ ਪ੍ਰਿੰਟ, ਇੰਪ੍ਰੈਸ਼ਨ ਪ੍ਰਿੰਟਿੰਗ ਐਂਡ ਪੈਕਿੰਗ ਲਿਮਿਟਿਡ, ਪਲਾਟ 22 ਅਤੇ 49 ਜੀਐਫ, ਇੰਡਸਟ੍ਰੀਅਲ ਏਰੀਆ, ਫੇਜ਼-2 ਪੰਚਕੂਲਾ (ਹਰਿਆਣਾ) ਤੋਂ ਪ੍ਰਕਾਸ਼ਿਤ Title code : CHAMUL00914 [0, 2345, 1043, 2361]
page-number: 2 [17, 11, 52, 68]
bullet-icon: ■ [1018, 266, 1040, 285]
story-aiims-mohali [778, 917, 1528, 1594]
stat-box: 2,500 ਤੋਂ ਵੱਧ ਦੇਹ ਦਾਨ ਕੀਤੇ ਗਏ ਹਨ [223, 416, 516, 450]
header-rule [0, 92, 1540, 97]
story-paragraph: ਸਥਾਨਕ ਐਨ ਐਚ ਇੰਜੀਨੀਅਰਿੰਗ ਭਵਨ ਵਿਖੇ ਇੰਜੀਨੀਅਰਸ ਡੇ ਉਤਸ਼ਾਹਪੂਰਵਕ ਮਨਾਇਆ ਗਿਆ। ਇਹ ਦਿਨ ਭਾਰਤ ਰਤਨ ਸਰ ਐਮ. ਵਿਸ਼ਵੇਸ਼ਵਰੱਈਆ ਦੀ ਜਨਮ ਵਰ੍ਹੇਗੰਢ ਮੌਕੇ ਮਨਾਇਆ ਜਾਂਦਾ ਹੈ। ਇਸ ਮੌਕੇ ਮੁੱਖ ਮਹਿਮਾਨ ਨੇ ਇੰਜੀਨੀਅਰਾਂ ਵੱਲੋਂ ਰਾਸ਼ਟਰ ਨਿਰਮਾਣ ਵਿੱਚ ਪਾਏ ਯੋਗਦਾਨ ਦੀ ਸ਼ਲਾਘਾ ਕੀਤੀ। ਉਨ੍ਹਾਂ ਕਿਹਾ ਕਿ ਨਵੀਆਂ ਤਕਨੀਕਾਂ ਅਤੇ ਨਵੀਨਤਾ ਰਾਹੀਂ ਦੇਸ਼ ਨੂੰ ਅੱਗੇ ਲਿਜਾਇਆ ਜਾ ਸਕਦਾ ਹੈ। ਪ੍ਰੋਗਰਾਮ ਦੀ ਸ਼ੁਰੂਆਤ ਸ਼ਮ੍ਹਾ ਰੌਸ਼ਨ ਕਰਕੇ ਕੀਤੀ ਗਈ। ਨੌਜਵਾਨ ਇੰਜੀਨੀਅਰਾਂ ਨੂੰ ਉਨ੍ਹਾਂ ਦੇ ਵਧੀਆ ਕੰਮ ਲਈ ਸਨਮਾਨਿਤ ਕੀਤਾ ਗਿਆ। ਇਸ ਦੌਰਾਨ ਤਕਨੀਕੀ ਸੈਸ਼ਨ ਵੀ ਕਰਵਾਏ ਗਏ ਜਿਨ੍ਹਾਂ ਵਿੱਚ ਇੰਜੀਨੀਅਰਿੰਗ ਦੇ ਖੇਤਰ ਵਿੱਚ ਨਵੀਆਂ ਚੁਣੌਤੀਆਂ ਬਾਰੇ ਵਿਚਾਰ ਚਰਚਾ ਕੀਤੀ ਗਈ। ਆਖਿਰ ਵਿੱਚ ਸਾਰੇ ਮਹਿਮਾਨਾਂ ਦਾ ਧੰਨਵਾਦ ਕੀਤਾ ਗਿਆ। [778, 1726, 1528, 1832]
story-paragraph: ਭਾਰਤ ਸਰਕਾਰ ਦੇ ਸਿੱਖਿਆ ਮੰਤਰਾਲੇ ਅਤੇ ਸਾਰੇ ਰਾਜਾਂ ਦੇ ਸਹਿਯੋਗ ਨਾਲ ਚਲਾਈ ਜਾ ਰਹੀ 'ਉਜਵਲ ਲਿਖਾਈ ਅਤੇ ਸਾਖਰਤਾ' (ਉਲਾਸ) ਯੋਜਨਾ ਤਹਿਤ ਚੰਡੀਗੜ੍ਹ ਵਿੱਚ 100 ਪ੍ਰਤੀਸ਼ਤ ਸਾਖਰਤਾ ਦਾ ਟੀਚਾ ਮਿੱਥਿਆ ਗਿਆ ਹੈ। ਇਸ ਮੁਹਿੰਮ ਦਾ ਉਦੇਸ਼ ਅਨਪੜ੍ਹ ਬਾਲਗਾਂ ਨੂੰ ਮੁੱਢਲੀ ਪੜ੍ਹਾਈ ਅਤੇ ਲਿਖਾਈ ਸਿਖਾਉਣਾ ਹੈ। ਸਰਵੇਖਣ ਵਿੱਚ 15,305 ਬਾਲਗ ਅਨਪੜ੍ਹਾਂ ਦੀ ਪਛਾਣ ਕੀਤੀ ਗਈ ਹੈ। ਇਨ੍ਹਾਂ ਦੀ ਪ੍ਰੀਖਿਆ 21 ਸਤੰਬਰ 2025 ਨੂੰ ਹੋਵੇਗੀ। ਸਕੂਲ ਮੁਖੀਆਂ, ਅਧਿਆਪਕਾਂ, ਵਲੰਟੀਅਰਾਂ ਅਤੇ ਸਮਾਜ ਸੇਵੀ ਸੰਸਥਾਵਾਂ ਨੂੰ ਇਸ ਮੁਹਿੰਮ ਵਿੱਚ ਸਹਿਯੋਗ ਦੇਣ ਦੀ ਅਪੀਲ ਕੀਤੀ ਗਈ। ਸਿੱਖਿਆ ਸਕੱਤਰ ਨੇ ਕਿਹਾ ਕਿ ਇਸ ਪ੍ਰੀਖਿਆ ਨੂੰ ਪਾਸ ਕਰਨ ਵਾਲਿਆਂ ਨੂੰ ਸਰਟੀਫਿਕੇਟ ਦਿੱਤੇ ਜਾਣਗੇ। ਪਿੰਡਾਂ ਅਤੇ ਕਲੋਨੀਆਂ ਵਿੱਚ ਵਿਸ਼ੇਸ਼ ਕੇਂਦਰ ਬਣਾਏ ਗਏ ਹਨ ਜਿੱਥੇ ਬਾਲਗ ਸਿਖਿਆਰਥੀ ਪ੍ਰੀਖਿਆ ਦੇ ਸਕਣਗੇ। ਅਧਿਕਾਰੀਆਂ ਨੇ ਦੱਸਿਆ ਕਿ ਉਲਾਸ ਐਪ 'ਤੇ ਰਜਿਸਟ੍ਰੇਸ਼ਨ ਵੀ ਜਾਰੀ ਹੈ ਅਤੇ ਵੱਡੀ ਗਿਣਤੀ ਵਿੱਚ ਵਲੰਟੀਅਰ ਸ਼ਾਮਲ ਹੋ ਰਹੇ ਹਨ। [15, 838, 386, 1090]
continued-paragraph-5: ਦੇਹਰਾਦੂਨ: ਬੱਦਲ ਫਟਣ... ਮੌਸਮ ਵਿਭਾਗ ਨੇ ਸੂਬੇ ਦੇ ਕਈ ਜ਼ਿਲ੍ਹਿਆਂ ਵਿੱਚ ਭਾਰੀ ਮੀਂਹ ਦੀ ਚੇਤਾਵਨੀ ਜਾਰੀ ਕੀਤੀ ਹੈ। ਬਚਾਅ ਕਾਰਜ ਲਗਾਤਾਰ ਜਾਰੀ ਹਨ ਅਤੇ ਐਸਡੀਆਰਐਫ ਤੇ ਐਨਡੀਆਰਐਫ ਦੀਆਂ ਟੀਮਾਂ ਪ੍ਰਭਾਵਿਤ ਇਲਾਕਿਆਂ ਵਿੱਚ ਤਾਇਨਾਤ ਹਨ। ਮੁੱਖ ਮੰਤਰੀ ਨੇ ਹਾਲਾਤ ਦਾ ਜਾਇਜ਼ਾ ਲਿਆ ਅਤੇ ਅਧਿਕਾਰੀਆਂ ਨੂੰ ਹਰ ਸੰਭਵ ਮਦਦ ਦੇ ਨਿਰਦੇਸ਼ ਦਿੱਤੇ। ਸ਼ਿਮਲਾ: ਭਾਰੀ ਮੀਂਹ... ਸੂਬੇ ਵਿੱਚ ਕਈ ਸੜਕਾਂ ਬੰਦ ਹੋ ਗਈਆਂ ਹਨ ਅਤੇ ਬਿਜਲੀ ਤੇ ਪਾਣੀ ਦੀ ਸਪਲਾਈ ਪ੍ਰਭਾਵਿਤ ਹੋਈ ਹੈ। ਪ੍ਰਸ਼ਾਸਨ ਨੇ ਲੋਕਾਂ ਨੂੰ ਸੁਰੱਖਿਅਤ ਥਾਵਾਂ 'ਤੇ ਰਹਿਣ ਦੀ ਅਪੀਲ ਕੀਤੀ ਹੈ। ਨੇਪਾਲ: ਅੰਤਰਿਮ ਸਰਕਾਰ... ਦੇਸ਼ ਵਿੱਚ ਚੋਣਾਂ ਕਰਵਾਉਣ ਦੀ ਤਿਆਰੀ ਸ਼ੁਰੂ ਕਰ ਦਿੱਤੀ ਗਈ ਹੈ। ਸੁਪਰੀਮ ਕੋਰਟ: ਵਕਫ਼ ਕਾਨੂੰਨ... ਅਦਾਲਤ ਨੇ ਕਾਨੂੰਨ ਦੇ ਕੁਝ ਪ੍ਰਬੰਧਾਂ 'ਤੇ ਰੋਕ ਲਗਾ ਦਿੱਤੀ ਹੈ। ਅਦਾਲਤ ਨੇ ਕਿਹਾ ਕਿ ਪੂਰੇ ਕਾਨੂੰਨ 'ਤੇ ਰੋਕ ਲਗਾਉਣ ਦਾ ਕੋਈ ਆਧਾਰ ਨਹੀਂ ਹੈ। ਪੰਜਾਬ: ਹੜ੍ਹ ਪ੍ਰਭਾਵਿਤ... ਸਰਕਾਰ ਵੱਲੋਂ ਰਾਹਤ ਸਮੱਗਰੀ ਵੰਡੀ ਜਾ ਰਹੀ ਹੈ ਅਤੇ ਨੁਕਸਾਨ ਦਾ ਸਰਵੇਖਣ ਕਰਵਾਇਆ ਜਾ ਰਿਹਾ ਹੈ। ਏਸ਼ੀਆ ਕੱਪ: ਭਾਰਤ ਨੇ... ਟੀਮ ਨੇ ਸ਼ਾਨਦਾਰ ਪ੍ਰਦਰਸ਼ਨ ਕਰਦਿਆਂ ਮੈਚ ਜਿੱਤ ਲਿਆ। ਸੁਰੱਖਿਆ ਦੇ ਮੱਦੇਨਜ਼ਰ... ਪੁਲਿਸ ਨੇ ਵਿਸ਼ੇਸ਼ ਨਾਕੇ ਲਗਾਏ ਹਨ ਅਤੇ ਚੈਕਿੰਗ ਵਧਾ ਦਿੱਤੀ ਹੈ। [1033, 1988, 1528, 2261]
story-paragraph-2: ਗੌਰਮੈਂਟ ਸਕੂਲ ਲੈਕਚਰਰ ਯੂਨੀਅਨ ਪੰਜਾਬ ਦੀ ਮੀਟਿੰਗ ਪ੍ਰਧਾਨ ਸੰਜੀਵ ਕੁਮਾਰ ਦੀ ਪ੍ਰਧਾਨਗੀ ਹੇਠ ਹੋਈ। ਇਸ ਵਿੱਚ ਸੂਬਾ ਕਮੇਟੀ ਦੇ ਅਹੁਦੇਦਾਰਾਂ ਨੇ ਹਿੱਸਾ ਲਿਆ। ਮੀਟਿੰਗ ਵਿੱਚ ਸਰਕਾਰ ਵੱਲੋਂ ਨਿਯਮਾਂ ਵਿੱਚ ਕੀਤੀ ਗਈ ਸੋਧ ਦਾ ਸਵਾਗਤ ਕੀਤਾ ਗਿਆ, ਜਿਸ ਨਾਲ ਲੈਕਚਰਰਾਂ ਦੀਆਂ ਤਰੱਕੀਆਂ ਦਾ ਰਾਹ ਪੱਧਰਾ ਹੋਵੇਗਾ। ਆਗੂਆਂ ਨੇ ਕਿਹਾ ਕਿ ਸੀਨੀਅਰਤਾ ਸੂਚੀ ਵਿੱਚ ਕਈ ਖਾਮੀਆਂ ਹਨ ਜਿਨ੍ਹਾਂ ਨੂੰ ਤੁਰੰਤ ਦੂਰ ਕੀਤਾ ਜਾਣਾ ਚਾਹੀਦਾ ਹੈ। ਉਨ੍ਹਾਂ ਮੰਗ ਕੀਤੀ ਕਿ ਪ੍ਰਿੰਸੀਪਲਾਂ ਦੀਆਂ ਖਾਲੀ ਅਸਾਮੀਆਂ ਜਲਦੀ ਭਰੀਆਂ ਜਾਣ ਅਤੇ ਲੈਕਚਰਰਾਂ ਦੀ ਤਰੱਕੀ ਸਮੇਂ ਸਿਰ ਕੀਤੀ ਜਾਵੇ। ਯੂਨੀਅਨ ਨੇ ਕਿਹਾ ਕਿ 1991 ਤੋਂ ਬਾਅਦ ਭਰਤੀ ਹੋਏ ਲੈਕਚਰਰਾਂ ਨਾਲ ਇਨਸਾਫ਼ ਕੀਤਾ ਜਾਣਾ ਚਾਹੀਦਾ ਹੈ। ਮੀਟਿੰਗ ਵਿੱਚ ਹੋਰ ਵਿਭਾਗੀ ਮਸਲਿਆਂ 'ਤੇ ਵੀ ਚਰਚਾ ਕੀਤੀ ਗਈ। ਲਗਭਗ 700 ਦੇ ਕਰੀਬ ਅਸਾਮੀਆਂ ਭਰਨ ਦੀ ਮੰਗ ਵੀ ਉਠਾਈ ਗਈ। ਮੀਟਿੰਗ ਵਿੱਚ ਜਸਵਿੰਦਰ ਸਿੰਘ ਅਤੇ ਹੋਰ ਆਗੂ ਹਾਜ਼ਰ ਸਨ। [400, 1301, 770, 1533]
story-byline: ਸਾਹਿਬਜ਼ਾਦਾ ਅਜੀਤ ਸਿੰਘ ਨਗਰ 16 ਸਤੰਬਰ (ਪੈਗਾਮ-ਏ-ਜਗਤ) [778, 214, 1009, 246]
continued-section [15, 1641, 1528, 2334]
poster-photo [1142, 492, 1265, 685]
story-byline: ਐਸਏਐਸ ਨਗਰ, 16 ਸਤੰਬਰ (ਪੈਗਾਮ-ਏ-ਜਗਤ) [778, 1054, 1019, 1086]
story-ullas-literacy [15, 705, 770, 1190]
story-paragraph: ਦੇਸ਼ ਦੇ ਨੌਜਵਾਨਾਂ ਨੂੰ ਰਾਸ਼ਟਰ ਨਿਰਮਾਣ ਵਿੱਚ ਭਾਗੀਦਾਰ ਬਣਾਉਣ ਅਤੇ ਉਨ੍ਹਾਂ ਦੇ ਵਿਚਾਰਾਂ ਨੂੰ ਅੱਗੇ ਲਿਆਉਣ ਦੇ ਮਕਸਦ ਨਾਲ 'ਵਿਕਸਿਤ ਭਾਰਤ ਕੁਇਜ਼ 2026' ਦੀ ਸ਼ੁਰੂਆਤ ਕੀਤੀ ਗਈ ਹੈ। ਇਹ ਜਾਣਕਾਰੀ ਦਿੰਦੇ ਹੋਏ ਜ਼ਿਲ੍ਹਾ ਯੁਵਾ ਅਧਿਕਾਰੀ ਨੇ ਦੱਸਿਆ ਕਿ ਇਹ ਕੁਇਜ਼ ਵਿਕਸਿਤ ਭਾਰਤ ਯੰਗ ਲੀਡਰਜ਼ ਡਾਇਲਾਗ ਦਾ ਹਿੱਸਾ ਹੈ। ਇਸ ਵਿੱਚ 15 ਤੋਂ 29 ਸਾਲ ਦੀ ਉਮਰ ਦੇ ਨੌਜਵਾਨ ਹਿੱਸਾ ਲੈ ਸਕਦੇ ਹਨ। ਕੁਇਜ਼ ਦਾ ਮੁੱਖ ਉਦੇਸ਼ ਨੌਜਵਾਨਾਂ ਵਿੱਚ ਰਾਸ਼ਟਰ-ਨਿਰਮਾਣ ਬਾਰੇ ਜਾਗਰੂਕਤਾ ਵਧਾਉਣਾ ਹੈ। ਇਸ ਪਹਿਲ ਤਹਿਤ ਤਿੰਨ ਪੜਾਵੀ ਮੁਕਾਬਲਾ ਕਰਵਾਇਆ ਜਾਵੇਗਾ। [778, 252, 1009, 467]
continued-paragraph-4: ਦੇਹਰਾਦੂਨ: ਬੱਦਲ ਫਟਣ... ਮੌਸਮ ਵਿਭਾਗ ਨੇ ਸੂਬੇ ਦੇ ਕਈ ਜ਼ਿਲ੍ਹਿਆਂ ਵਿੱਚ ਭਾਰੀ ਮੀਂਹ ਦੀ ਚੇਤਾਵਨੀ ਜਾਰੀ ਕੀਤੀ ਹੈ। ਬਚਾਅ ਕਾਰਜ ਲਗਾਤਾਰ ਜਾਰੀ ਹਨ ਅਤੇ ਐਸਡੀਆਰਐਫ ਤੇ ਐਨਡੀਆਰਐਫ ਦੀਆਂ ਟੀਮਾਂ ਪ੍ਰਭਾਵਿਤ ਇਲਾਕਿਆਂ ਵਿੱਚ ਤਾਇਨਾਤ ਹਨ। ਮੁੱਖ ਮੰਤਰੀ ਨੇ ਹਾਲਾਤ ਦਾ ਜਾਇਜ਼ਾ ਲਿਆ ਅਤੇ ਅਧਿਕਾਰੀਆਂ ਨੂੰ ਹਰ ਸੰਭਵ ਮਦਦ ਦੇ ਨਿਰਦੇਸ਼ ਦਿੱਤੇ। ਸ਼ਿਮਲਾ: ਭਾਰੀ ਮੀਂਹ... ਸੂਬੇ ਵਿੱਚ ਕਈ ਸੜਕਾਂ ਬੰਦ ਹੋ ਗਈਆਂ ਹਨ ਅਤੇ ਬਿਜਲੀ ਤੇ ਪਾਣੀ ਦੀ ਸਪਲਾਈ ਪ੍ਰਭਾਵਿਤ ਹੋਈ ਹੈ। ਪ੍ਰਸ਼ਾਸਨ ਨੇ ਲੋਕਾਂ ਨੂੰ ਸੁਰੱਖਿਅਤ ਥਾਵਾਂ 'ਤੇ ਰਹਿਣ ਦੀ ਅਪੀਲ ਕੀਤੀ ਹੈ। ਨੇਪਾਲ: ਅੰਤਰਿਮ ਸਰਕਾਰ... ਦੇਸ਼ ਵਿੱਚ ਚੋਣਾਂ ਕਰਵਾਉਣ ਦੀ ਤਿਆਰੀ ਸ਼ੁਰੂ ਕਰ ਦਿੱਤੀ ਗਈ ਹੈ। ਸੁਪਰੀਮ ਕੋਰਟ: ਵਕਫ਼ ਕਾਨੂੰਨ... ਅਦਾਲਤ ਨੇ ਕਾਨੂੰਨ ਦੇ ਕੁਝ ਪ੍ਰਬੰਧਾਂ 'ਤੇ ਰੋਕ ਲਗਾ ਦਿੱਤੀ ਹੈ। ਅਦਾਲਤ ਨੇ ਕਿਹਾ ਕਿ ਪੂਰੇ ਕਾਨੂੰਨ 'ਤੇ ਰੋਕ ਲਗਾਉਣ ਦਾ ਕੋਈ ਆਧਾਰ ਨਹੀਂ ਹੈ। ਪੰਜਾਬ: ਹੜ੍ਹ ਪ੍ਰਭਾਵਿਤ... ਸਰਕਾਰ ਵੱਲੋਂ ਰਾਹਤ ਸਮੱਗਰੀ ਵੰਡੀ ਜਾ ਰਹੀ ਹੈ ਅਤੇ ਨੁਕਸਾਨ ਦਾ ਸਰਵੇਖਣ ਕਰਵਾਇਆ ਜਾ ਰਿਹਾ ਹੈ। ਏਸ਼ੀਆ ਕੱਪ: ਭਾਰਤ ਨੇ... ਟੀਮ ਨੇ ਸ਼ਾਨਦਾਰ ਪ੍ਰਦਰਸ਼ਨ ਕਰਦਿਆਂ ਮੈਚ ਜਿੱਤ ਲਿਆ। ਸੁਰੱਖਿਆ ਦੇ ਮੱਦੇਨਜ਼ਰ... ਪੁਲਿਸ ਨੇ ਵਿਸ਼ੇਸ਼ ਨਾਕੇ ਲਗਾਏ ਹਨ ਅਤੇ ਚੈਕਿੰਗ ਵਧਾ ਦਿੱਤੀ ਹੈ। [778, 1988, 1274, 2275]
story-paragraph: ਗੌਰਮੈਂਟ ਸਕੂਲ ਲੈਕਚਰਰ ਯੂਨੀਅਨ ਪੰਜਾਬ ਦੀ ਮੀਟਿੰਗ ਪ੍ਰਧਾਨ ਸੰਜੀਵ ਕੁਮਾਰ ਦੀ ਪ੍ਰਧਾਨਗੀ ਹੇਠ ਹੋਈ। ਇਸ ਵਿੱਚ ਸੂਬਾ ਕਮੇਟੀ ਦੇ ਅਹੁਦੇਦਾਰਾਂ ਨੇ ਹਿੱਸਾ ਲਿਆ। ਮੀਟਿੰਗ ਵਿੱਚ ਸਰਕਾਰ ਵੱਲੋਂ ਨਿਯਮਾਂ ਵਿੱਚ ਕੀਤੀ ਗਈ ਸੋਧ ਦਾ ਸਵਾਗਤ ਕੀਤਾ ਗਿਆ, ਜਿਸ ਨਾਲ ਲੈਕਚਰਰਾਂ ਦੀਆਂ ਤਰੱਕੀਆਂ ਦਾ ਰਾਹ ਪੱਧਰਾ ਹੋਵੇਗਾ। ਆਗੂਆਂ ਨੇ ਕਿਹਾ ਕਿ ਸੀਨੀਅਰਤਾ ਸੂਚੀ ਵਿੱਚ ਕਈ ਖਾਮੀਆਂ ਹਨ ਜਿਨ੍ਹਾਂ ਨੂੰ ਤੁਰੰਤ ਦੂਰ ਕੀਤਾ ਜਾਣਾ ਚਾਹੀਦਾ ਹੈ। ਉਨ੍ਹਾਂ ਮੰਗ ਕੀਤੀ ਕਿ ਪ੍ਰਿੰਸੀਪਲਾਂ ਦੀਆਂ ਖਾਲੀ ਅਸਾਮੀਆਂ ਜਲਦੀ ਭਰੀਆਂ ਜਾਣ ਅਤੇ ਲੈਕਚਰਰਾਂ ਦੀ ਤਰੱਕੀ ਸਮੇਂ ਸਿਰ ਕੀਤੀ ਜਾਵੇ। ਯੂਨੀਅਨ ਨੇ ਕਿਹਾ ਕਿ 1991 ਤੋਂ ਬਾਅਦ ਭਰਤੀ ਹੋਏ ਲੈਕਚਰਰਾਂ ਨਾਲ ਇਨਸਾਫ਼ ਕੀਤਾ ਜਾਣਾ ਚਾਹੀਦਾ ਹੈ। ਮੀਟਿੰਗ ਵਿੱਚ ਹੋਰ ਵਿਭਾਗੀ ਮਸਲਿਆਂ 'ਤੇ ਵੀ ਚਰਚਾ ਕੀਤੀ ਗਈ। ਲਗਭਗ 700 ਦੇ ਕਰੀਬ ਅਸਾਮੀਆਂ ਭਰਨ ਦੀ ਮੰਗ ਵੀ ਉਠਾਈ ਗਈ। ਮੀਟਿੰਗ ਵਿੱਚ ਜਸਵਿੰਦਰ ਸਿੰਘ ਅਤੇ ਹੋਰ ਆਗੂ ਹਾਜ਼ਰ ਸਨ। [15, 1301, 386, 1534]
pullquote-text: ਪੁੱਤਰ ਅਤੇ ਧੀ ਬਰਾਬਰ ਹਨ: ਧੀਆਂ ਨੇ ਅਰਥੀ ਚੁੱਕੀ, ਦ੍ਰਿਸ਼ ਬਦਲਿਆ [217, 213, 327, 292]
section-title: ਚੰਡੀਗੜ੍ਹ/ਐਸ.ਏ.ਐਸ. ਨਗਰ/ਕਰਨਾਲ [400, 15, 1055, 65]
pullquote [217, 213, 340, 336]
story-text-mid [1018, 699, 1272, 907]
story-byline: ਪੈਗਾਮ-ਏ-ਜਗਤ/ਕਰਨਾਲ 16 ਸਤੰਬਰ (ਪ੍ਰਵੀਨ ਵਾਲੀਆ) [15, 213, 208, 245]
continued-paragraph-3: ਦੇਹਰਾਦੂਨ: ਬੱਦਲ ਫਟਣ... ਮੌਸਮ ਵਿਭਾਗ ਨੇ ਸੂਬੇ ਦੇ ਕਈ ਜ਼ਿਲ੍ਹਿਆਂ ਵਿੱਚ ਭਾਰੀ ਮੀਂਹ ਦੀ ਚੇਤਾਵਨੀ ਜਾਰੀ ਕੀਤੀ ਹੈ। ਬਚਾਅ ਕਾਰਜ ਲਗਾਤਾਰ ਜਾਰੀ ਹਨ ਅਤੇ ਐਸਡੀਆਰਐਫ ਤੇ ਐਨਡੀਆਰਐਫ ਦੀਆਂ ਟੀਮਾਂ ਪ੍ਰਭਾਵਿਤ ਇਲਾਕਿਆਂ ਵਿੱਚ ਤਾਇਨਾਤ ਹਨ। ਮੁੱਖ ਮੰਤਰੀ ਨੇ ਹਾਲਾਤ ਦਾ ਜਾਇਜ਼ਾ ਲਿਆ ਅਤੇ ਅਧਿਕਾਰੀਆਂ ਨੂੰ ਹਰ ਸੰਭਵ ਮਦਦ ਦੇ ਨਿਰਦੇਸ਼ ਦਿੱਤੇ। ਸ਼ਿਮਲਾ: ਭਾਰੀ ਮੀਂਹ... ਸੂਬੇ ਵਿੱਚ ਕਈ ਸੜਕਾਂ ਬੰਦ ਹੋ ਗਈਆਂ ਹਨ ਅਤੇ ਬਿਜਲੀ ਤੇ ਪਾਣੀ ਦੀ ਸਪਲਾਈ ਪ੍ਰਭਾਵਿਤ ਹੋਈ ਹੈ। ਪ੍ਰਸ਼ਾਸਨ ਨੇ ਲੋਕਾਂ ਨੂੰ ਸੁਰੱਖਿਅਤ ਥਾਵਾਂ 'ਤੇ ਰਹਿਣ ਦੀ ਅਪੀਲ ਕੀਤੀ ਹੈ। ਨੇਪਾਲ: ਅੰਤਰਿਮ ਸਰਕਾਰ... ਦੇਸ਼ ਵਿੱਚ ਚੋਣਾਂ ਕਰਵਾਉਣ ਦੀ ਤਿਆਰੀ ਸ਼ੁਰੂ ਕਰ ਦਿੱਤੀ ਗਈ ਹੈ। ਸੁਪਰੀਮ ਕੋਰਟ: ਵਕਫ਼ ਕਾਨੂੰਨ... ਅਦਾਲਤ ਨੇ ਕਾਨੂੰਨ ਦੇ ਕੁਝ ਪ੍ਰਬੰਧਾਂ 'ਤੇ ਰੋਕ ਲਗਾ ਦਿੱਤੀ ਹੈ। ਅਦਾਲਤ ਨੇ ਕਿਹਾ ਕਿ ਪੂਰੇ ਕਾਨੂੰਨ 'ਤੇ ਰੋਕ ਲਗਾਉਣ ਦਾ ਕੋਈ ਆਧਾਰ ਨਹੀਂ ਹੈ। ਪੰਜਾਬ: ਹੜ੍ਹ ਪ੍ਰਭਾਵਿਤ... ਸਰਕਾਰ ਵੱਲੋਂ ਰਾਹਤ ਸਮੱਗਰੀ ਵੰਡੀ ਜਾ ਰਹੀ ਹੈ ਅਤੇ ਨੁਕਸਾਨ ਦਾ ਸਰਵੇਖਣ ਕਰਵਾਇਆ ਜਾ ਰਿਹਾ ਹੈ। ਏਸ਼ੀਆ ਕੱਪ: ਭਾਰਤ ਨੇ... ਟੀਮ ਨੇ ਸ਼ਾਨਦਾਰ ਪ੍ਰਦਰਸ਼ਨ ਕਰਦਿਆਂ ਮੈਚ ਜਿੱਤ ਲਿਆ। ਸੁਰੱਖਿਆ ਦੇ ਮੱਦੇਨਜ਼ਰ... ਪੁਲਿਸ ਨੇ ਵਿਸ਼ੇਸ਼ ਨਾਕੇ ਲਗਾਏ ਹਨ ਅਤੇ ਚੈਕਿੰਗ ਵਧਾ ਦਿੱਤੀ ਹੈ। [400, 1684, 770, 2121]
story-headline: ਉਜਵਲ ਲਿਖਾਈ ਅਤੇ ਸਾਖਰਤਾ ਮੁਹਿੰਮ ਤਹਿਤ ਟੀਮ ਉਲਾਸ ਨੇ ਚੰਡੀਗੜ੍ਹ ਵਿੱਚ 100% ਸਾਖਰਤਾ ਦਾ ਮਿੱਥਿਆ ਟੀਚਾ [15, 708, 760, 797]
poster-tag: BE THE VOICE OF CHANGE & SHAPE THE ROADMAP TO A DEVELOPED INDIA [1028, 600, 1135, 640]
page-header [0, 0, 1540, 99]
bullet-list [1018, 216, 1272, 308]
continued-text [15, 1684, 770, 2331]
